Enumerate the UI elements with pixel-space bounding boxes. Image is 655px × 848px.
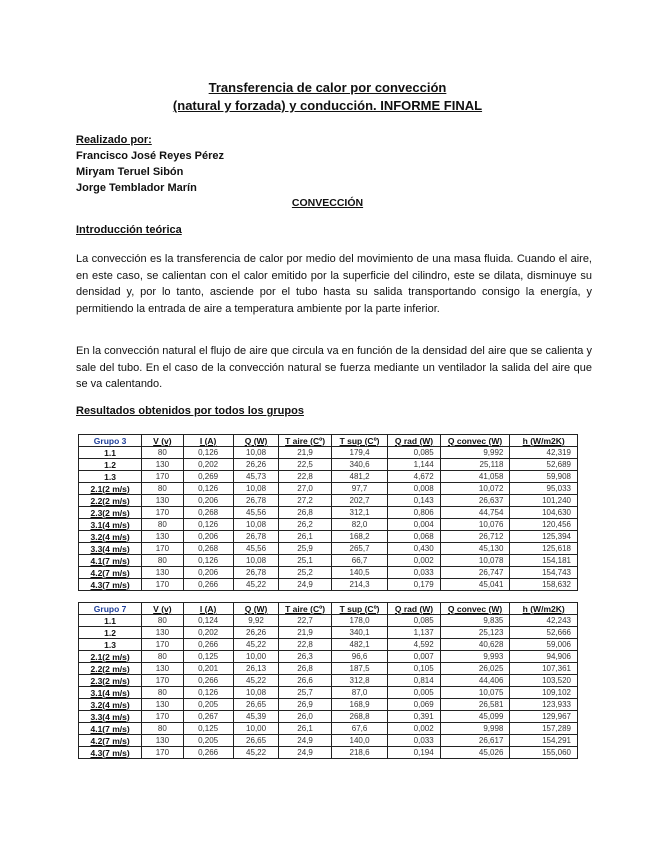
table-cell: 130 xyxy=(142,627,183,639)
table-cell: 45,56 xyxy=(233,543,279,555)
table-cell: 10,08 xyxy=(233,555,279,567)
table-cell: 10,075 xyxy=(440,687,510,699)
table-row xyxy=(79,687,578,699)
row-label: 4.2(7 m/s) xyxy=(79,567,142,579)
table-cell: 0,430 xyxy=(388,543,440,555)
table-cell: 10,08 xyxy=(233,687,279,699)
row-label: 3.2(4 m/s) xyxy=(79,531,142,543)
authors-block xyxy=(76,132,224,196)
table-header-row xyxy=(79,435,578,447)
table-cell: 0,205 xyxy=(183,699,233,711)
table-cell: 170 xyxy=(142,507,183,519)
row-label: 2.2(2 m/s) xyxy=(79,495,142,507)
table-cell: 27,2 xyxy=(279,495,331,507)
table-cell: 45,026 xyxy=(440,747,510,759)
row-label: 2.3(2 m/s) xyxy=(79,507,142,519)
row-label: 4.2(7 m/s) xyxy=(79,735,142,747)
table-cell: 312,1 xyxy=(331,507,388,519)
table-cell: 26,637 xyxy=(440,495,510,507)
table-cell: 130 xyxy=(142,699,183,711)
table-cell: 27,0 xyxy=(279,483,331,495)
table-cell: 26,712 xyxy=(440,531,510,543)
table-cell: 154,291 xyxy=(510,735,578,747)
table-cell: 157,289 xyxy=(510,723,578,735)
column-header: Q convec (W) xyxy=(440,435,510,447)
table-cell: 42,243 xyxy=(510,615,578,627)
table-cell: 0,202 xyxy=(183,459,233,471)
table-cell: 45,22 xyxy=(233,639,279,651)
row-label: 4.1(7 m/s) xyxy=(79,555,142,567)
table-row xyxy=(79,447,578,459)
table-cell: 101,240 xyxy=(510,495,578,507)
table-row xyxy=(79,747,578,759)
table-cell: 170 xyxy=(142,675,183,687)
table-cell: 0,269 xyxy=(183,471,233,483)
table-cell: 340,1 xyxy=(331,627,388,639)
table-cell: 45,22 xyxy=(233,579,279,591)
table-row xyxy=(79,663,578,675)
table-cell: 0,124 xyxy=(183,615,233,627)
table-cell: 0,125 xyxy=(183,723,233,735)
table-cell: 154,743 xyxy=(510,567,578,579)
row-label: 4.3(7 m/s) xyxy=(79,579,142,591)
table-cell: 26,78 xyxy=(233,567,279,579)
table-cell: 10,08 xyxy=(233,447,279,459)
table-cell: 125,394 xyxy=(510,531,578,543)
table-row xyxy=(79,555,578,567)
table-cell: 59,908 xyxy=(510,471,578,483)
table-cell: 0,206 xyxy=(183,495,233,507)
table-cell: 0,008 xyxy=(388,483,440,495)
table-cell: 140,0 xyxy=(331,735,388,747)
document-title-line2: (natural y forzada) y conducción. INFORME FINAL xyxy=(172,98,483,113)
table-cell: 168,9 xyxy=(331,699,388,711)
table-cell: 21,9 xyxy=(279,447,331,459)
table-row xyxy=(79,459,578,471)
row-label: 3.3(4 m/s) xyxy=(79,543,142,555)
table-cell: 218,6 xyxy=(331,747,388,759)
table-cell: 24,9 xyxy=(279,579,331,591)
table-cell: 22,8 xyxy=(279,471,331,483)
table-cell: 129,967 xyxy=(510,711,578,723)
table-cell: 10,078 xyxy=(440,555,510,567)
table-cell: 80 xyxy=(142,687,183,699)
table-cell: 107,361 xyxy=(510,663,578,675)
table-cell: 0,069 xyxy=(388,699,440,711)
table-cell: 0,266 xyxy=(183,579,233,591)
table-cell: 0,202 xyxy=(183,627,233,639)
table-cell: 1,144 xyxy=(388,459,440,471)
table-cell: 170 xyxy=(142,711,183,723)
table-cell: 0,201 xyxy=(183,663,233,675)
table-cell: 22,8 xyxy=(279,639,331,651)
table-cell: 0,268 xyxy=(183,543,233,555)
table-cell: 109,102 xyxy=(510,687,578,699)
column-header: I (A) xyxy=(183,603,233,615)
section-title: CONVECCIÓN xyxy=(291,197,364,209)
table-cell: 10,072 xyxy=(440,483,510,495)
table-row xyxy=(79,615,578,627)
table-cell: 26,78 xyxy=(233,531,279,543)
table-cell: 10,00 xyxy=(233,651,279,663)
table-cell: 0,179 xyxy=(388,579,440,591)
table-cell: 26,0 xyxy=(279,711,331,723)
table-cell: 340,6 xyxy=(331,459,388,471)
author-name: Francisco José Reyes Pérez xyxy=(76,150,224,162)
table-cell: 52,666 xyxy=(510,627,578,639)
table-cell: 123,933 xyxy=(510,699,578,711)
table-cell: 24,9 xyxy=(279,735,331,747)
table-cell: 41,058 xyxy=(440,471,510,483)
table-cell: 40,628 xyxy=(440,639,510,651)
table-cell: 1,137 xyxy=(388,627,440,639)
table-cell: 21,9 xyxy=(279,627,331,639)
row-label: 3.3(4 m/s) xyxy=(79,711,142,723)
intro-paragraph-2: En la convección natural el flujo de aire que circula va en función de la densidad del aire que se calienta y sale del tubo. En el caso de la convección natural se fuerza mediante un ventilador la salida del aire que se va calentando. xyxy=(76,345,592,390)
table-cell: 0,205 xyxy=(183,735,233,747)
table-cell: 80 xyxy=(142,615,183,627)
table-cell: 170 xyxy=(142,471,183,483)
table-cell: 26,26 xyxy=(233,627,279,639)
table-cell: 42,319 xyxy=(510,447,578,459)
table-row xyxy=(79,627,578,639)
table-cell: 45,22 xyxy=(233,747,279,759)
table-cell: 25,9 xyxy=(279,543,331,555)
row-label: 2.1(2 m/s) xyxy=(79,651,142,663)
table-cell: 45,099 xyxy=(440,711,510,723)
table-cell: 170 xyxy=(142,639,183,651)
table-cell: 25,1 xyxy=(279,555,331,567)
intro-paragraph-1: La convección es la transferencia de calor por medio del movimiento de una masa fluida. Cuando el aire, en este caso, se calientan con el calor emitido por la superficie del cilindro, este se dilata, disminuye su densidad y, por lo tanto, asciende por el tubo hasta su salida transportando consigo la energía, y permitiendo la entrada de aire a temperatura ambiente por la parte inferior. xyxy=(76,253,592,315)
table-cell: 0,068 xyxy=(388,531,440,543)
table-cell: 4,592 xyxy=(388,639,440,651)
table-row xyxy=(79,639,578,651)
table-cell: 187,5 xyxy=(331,663,388,675)
table-cell: 45,39 xyxy=(233,711,279,723)
column-header: V (v) xyxy=(142,603,183,615)
table-cell: 170 xyxy=(142,543,183,555)
table-cell: 0,126 xyxy=(183,687,233,699)
author-name: Jorge Temblador Marín xyxy=(76,182,197,194)
row-label: 1.2 xyxy=(79,459,142,471)
table-cell: 10,00 xyxy=(233,723,279,735)
table-cell: 9,835 xyxy=(440,615,510,627)
table-cell: 26,8 xyxy=(279,663,331,675)
table-row xyxy=(79,579,578,591)
table-cell: 0,085 xyxy=(388,615,440,627)
table-cell: 22,7 xyxy=(279,615,331,627)
intro-heading: Introducción teórica xyxy=(76,224,182,236)
row-label: 3.2(4 m/s) xyxy=(79,699,142,711)
column-header: T sup (Cº) xyxy=(331,435,388,447)
column-header: I (A) xyxy=(183,435,233,447)
table-cell: 25,123 xyxy=(440,627,510,639)
table-cell: 168,2 xyxy=(331,531,388,543)
group-label: Grupo 3 xyxy=(79,435,142,447)
table-cell: 26,13 xyxy=(233,663,279,675)
column-header: Q (W) xyxy=(233,435,279,447)
table-cell: 0,126 xyxy=(183,519,233,531)
results-table-group-3 xyxy=(78,434,578,591)
table-cell: 0,126 xyxy=(183,447,233,459)
table-cell: 0,143 xyxy=(388,495,440,507)
column-header: h (W/m2K) xyxy=(510,603,578,615)
table-cell: 52,689 xyxy=(510,459,578,471)
table-cell: 22,5 xyxy=(279,459,331,471)
table-cell: 25,7 xyxy=(279,687,331,699)
row-label: 1.1 xyxy=(79,447,142,459)
table-cell: 155,060 xyxy=(510,747,578,759)
column-header: Q (W) xyxy=(233,603,279,615)
table-cell: 0,002 xyxy=(388,555,440,567)
table-cell: 0,266 xyxy=(183,747,233,759)
table-cell: 26,617 xyxy=(440,735,510,747)
table-cell: 178,0 xyxy=(331,615,388,627)
row-label: 1.3 xyxy=(79,639,142,651)
table-cell: 26,1 xyxy=(279,723,331,735)
table-cell: 154,181 xyxy=(510,555,578,567)
table-cell: 26,581 xyxy=(440,699,510,711)
table-cell: 80 xyxy=(142,447,183,459)
results-table-group-7 xyxy=(78,602,578,759)
table-cell: 0,007 xyxy=(388,651,440,663)
document-title-line1: Transferencia de calor por convección xyxy=(208,80,447,95)
row-label: 2.1(2 m/s) xyxy=(79,483,142,495)
table-cell: 104,630 xyxy=(510,507,578,519)
row-label: 4.1(7 m/s) xyxy=(79,723,142,735)
group-label: Grupo 7 xyxy=(79,603,142,615)
table-cell: 0,105 xyxy=(388,663,440,675)
author-name: Miryam Teruel Sibón xyxy=(76,166,184,178)
row-label: 3.1(4 m/s) xyxy=(79,519,142,531)
table-cell: 214,3 xyxy=(331,579,388,591)
table-cell: 80 xyxy=(142,555,183,567)
table-cell: 44,754 xyxy=(440,507,510,519)
table-cell: 26,1 xyxy=(279,531,331,543)
table-cell: 0,125 xyxy=(183,651,233,663)
column-header: T aire (Cº) xyxy=(279,435,331,447)
table-cell: 0,126 xyxy=(183,483,233,495)
table-cell: 9,992 xyxy=(440,447,510,459)
table-cell: 179,4 xyxy=(331,447,388,459)
table-row xyxy=(79,699,578,711)
table-cell: 130 xyxy=(142,735,183,747)
table-row xyxy=(79,543,578,555)
table-cell: 0,814 xyxy=(388,675,440,687)
table-row xyxy=(79,507,578,519)
table-cell: 130 xyxy=(142,567,183,579)
table-row xyxy=(79,735,578,747)
table-row xyxy=(79,471,578,483)
table-cell: 26,78 xyxy=(233,495,279,507)
table-cell: 481,2 xyxy=(331,471,388,483)
table-cell: 45,22 xyxy=(233,675,279,687)
table-cell: 265,7 xyxy=(331,543,388,555)
table-cell: 45,041 xyxy=(440,579,510,591)
table-row xyxy=(79,483,578,495)
table-cell: 96,6 xyxy=(331,651,388,663)
table-cell: 26,747 xyxy=(440,567,510,579)
table-cell: 130 xyxy=(142,495,183,507)
authors-heading: Realizado por: xyxy=(76,134,152,146)
table-cell: 0,806 xyxy=(388,507,440,519)
table-row xyxy=(79,519,578,531)
table-cell: 268,8 xyxy=(331,711,388,723)
row-label: 2.3(2 m/s) xyxy=(79,675,142,687)
table-cell: 59,006 xyxy=(510,639,578,651)
table-cell: 26,26 xyxy=(233,459,279,471)
table-cell: 0,005 xyxy=(388,687,440,699)
table-row xyxy=(79,495,578,507)
table-cell: 80 xyxy=(142,651,183,663)
table-cell: 0,391 xyxy=(388,711,440,723)
table-cell: 26,65 xyxy=(233,735,279,747)
table-cell: 0,267 xyxy=(183,711,233,723)
table-row xyxy=(79,711,578,723)
table-cell: 25,2 xyxy=(279,567,331,579)
table-cell: 80 xyxy=(142,483,183,495)
table-cell: 10,08 xyxy=(233,483,279,495)
table-cell: 0,085 xyxy=(388,447,440,459)
table-cell: 312,8 xyxy=(331,675,388,687)
table-cell: 0,268 xyxy=(183,507,233,519)
row-label: 1.3 xyxy=(79,471,142,483)
table-cell: 26,6 xyxy=(279,675,331,687)
table-cell: 125,618 xyxy=(510,543,578,555)
row-label: 1.1 xyxy=(79,615,142,627)
table-cell: 170 xyxy=(142,747,183,759)
column-header: Q convec (W) xyxy=(440,603,510,615)
table-cell: 0,266 xyxy=(183,639,233,651)
table-cell: 482,1 xyxy=(331,639,388,651)
table-cell: 0,206 xyxy=(183,531,233,543)
table-cell: 0,206 xyxy=(183,567,233,579)
table-cell: 26,025 xyxy=(440,663,510,675)
table-cell: 87,0 xyxy=(331,687,388,699)
table-cell: 45,56 xyxy=(233,507,279,519)
table-cell: 67,6 xyxy=(331,723,388,735)
table-cell: 0,126 xyxy=(183,555,233,567)
row-label: 2.2(2 m/s) xyxy=(79,663,142,675)
table-cell: 0,033 xyxy=(388,567,440,579)
row-label: 3.1(4 m/s) xyxy=(79,687,142,699)
table-cell: 4,672 xyxy=(388,471,440,483)
table-cell: 94,906 xyxy=(510,651,578,663)
table-cell: 44,406 xyxy=(440,675,510,687)
table-cell: 26,2 xyxy=(279,519,331,531)
table-cell: 9,998 xyxy=(440,723,510,735)
table-cell: 130 xyxy=(142,459,183,471)
column-header: Q rad (W) xyxy=(388,603,440,615)
table-header-row xyxy=(79,603,578,615)
table-cell: 0,194 xyxy=(388,747,440,759)
table-row xyxy=(79,567,578,579)
table-row xyxy=(79,531,578,543)
row-label: 4.3(7 m/s) xyxy=(79,747,142,759)
column-header: Q rad (W) xyxy=(388,435,440,447)
table-cell: 170 xyxy=(142,579,183,591)
table-cell: 202,7 xyxy=(331,495,388,507)
results-heading: Resultados obtenidos por todos los grupos xyxy=(76,405,304,417)
table-cell: 158,632 xyxy=(510,579,578,591)
row-label: 1.2 xyxy=(79,627,142,639)
table-cell: 80 xyxy=(142,519,183,531)
column-header: V (v) xyxy=(142,435,183,447)
table-cell: 9,993 xyxy=(440,651,510,663)
table-cell: 25,118 xyxy=(440,459,510,471)
table-cell: 26,9 xyxy=(279,699,331,711)
table-cell: 0,033 xyxy=(388,735,440,747)
table-cell: 0,266 xyxy=(183,675,233,687)
table-cell: 130 xyxy=(142,531,183,543)
column-header: T aire (Cº) xyxy=(279,603,331,615)
table-cell: 140,5 xyxy=(331,567,388,579)
table-cell: 45,130 xyxy=(440,543,510,555)
column-header: h (W/m2K) xyxy=(510,435,578,447)
column-header: T sup (Cº) xyxy=(331,603,388,615)
table-cell: 95,033 xyxy=(510,483,578,495)
table-row xyxy=(79,723,578,735)
table-cell: 24,9 xyxy=(279,747,331,759)
table-cell: 0,004 xyxy=(388,519,440,531)
table-cell: 10,076 xyxy=(440,519,510,531)
table-row xyxy=(79,651,578,663)
table-cell: 0,002 xyxy=(388,723,440,735)
table-cell: 80 xyxy=(142,723,183,735)
table-cell: 120,456 xyxy=(510,519,578,531)
table-cell: 26,8 xyxy=(279,507,331,519)
table-cell: 103,520 xyxy=(510,675,578,687)
table-cell: 130 xyxy=(142,663,183,675)
table-cell: 66,7 xyxy=(331,555,388,567)
table-cell: 97,7 xyxy=(331,483,388,495)
table-cell: 10,08 xyxy=(233,519,279,531)
table-cell: 82,0 xyxy=(331,519,388,531)
table-cell: 26,65 xyxy=(233,699,279,711)
table-row xyxy=(79,675,578,687)
table-cell: 26,3 xyxy=(279,651,331,663)
table-cell: 9,92 xyxy=(233,615,279,627)
table-cell: 45,73 xyxy=(233,471,279,483)
